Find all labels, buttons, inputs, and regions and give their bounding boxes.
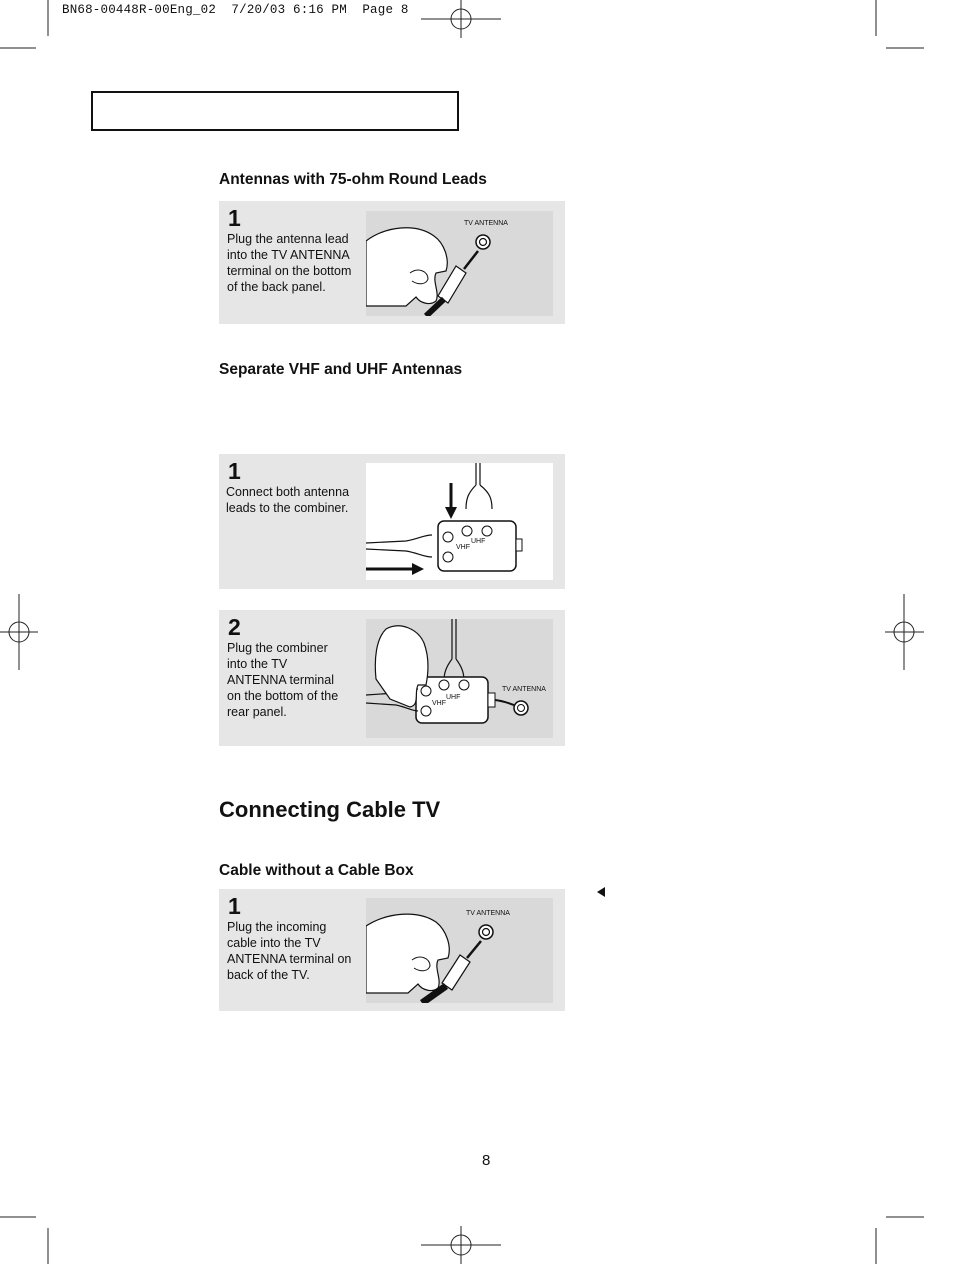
combiner-to-tv-illustration <box>366 619 553 738</box>
registration-mark-icon <box>421 1226 501 1264</box>
round-leads-step-panel <box>219 201 565 324</box>
step-instruction: Connect both antenna leads to the combiner. <box>226 485 350 515</box>
vhf-uhf-step1-panel <box>219 454 565 589</box>
vhf-uhf-step2-panel <box>219 610 565 746</box>
round-leads-heading: Antennas with 75-ohm Round Leads <box>219 171 487 188</box>
vhf-label: VHF <box>432 700 446 707</box>
step-instruction: Plug the incoming cable into the TV ANTENNA terminal on back of the TV. <box>227 920 352 982</box>
printer-slug-line: BN68-00448R-00Eng_02 7/20/03 6:16 PM Page 8 <box>62 3 409 17</box>
step-number: 1 <box>228 893 241 919</box>
tv-antenna-label: TV ANTENNA <box>464 220 508 227</box>
step-number: 1 <box>228 205 241 231</box>
page-number: 8 <box>482 1152 491 1169</box>
step-number: 2 <box>228 614 241 640</box>
combiner-illustration <box>366 463 553 580</box>
cable-illustration <box>366 898 553 1003</box>
uhf-label: UHF <box>471 538 486 545</box>
separate-vhf-uhf-heading: Separate VHF and UHF Antennas <box>219 361 463 378</box>
tv-antenna-label: TV ANTENNA <box>466 910 510 917</box>
registration-mark-icon <box>885 594 924 670</box>
registration-mark-icon <box>0 594 38 670</box>
left-pointer-arrow-icon <box>597 887 605 897</box>
round-lead-illustration <box>366 211 553 316</box>
cable-step1-panel <box>219 889 565 1011</box>
vhf-label: VHF <box>456 544 470 551</box>
tv-antenna-label: TV ANTENNA <box>502 686 546 693</box>
connecting-cable-tv-title: Connecting Cable TV <box>219 797 441 822</box>
chapter-header-box <box>91 91 459 131</box>
registration-mark-icon <box>421 0 501 38</box>
uhf-label: UHF <box>446 694 461 701</box>
cable-without-box-heading: Cable without a Cable Box <box>219 862 414 879</box>
step-instruction: Plug the antenna lead into the TV ANTENNA terminal on the bottom of the back panel. <box>227 232 352 294</box>
step-instruction: Plug the combiner into the TV ANTENNA terminal on the bottom of the rear panel. <box>227 641 339 719</box>
step-number: 1 <box>228 458 241 484</box>
